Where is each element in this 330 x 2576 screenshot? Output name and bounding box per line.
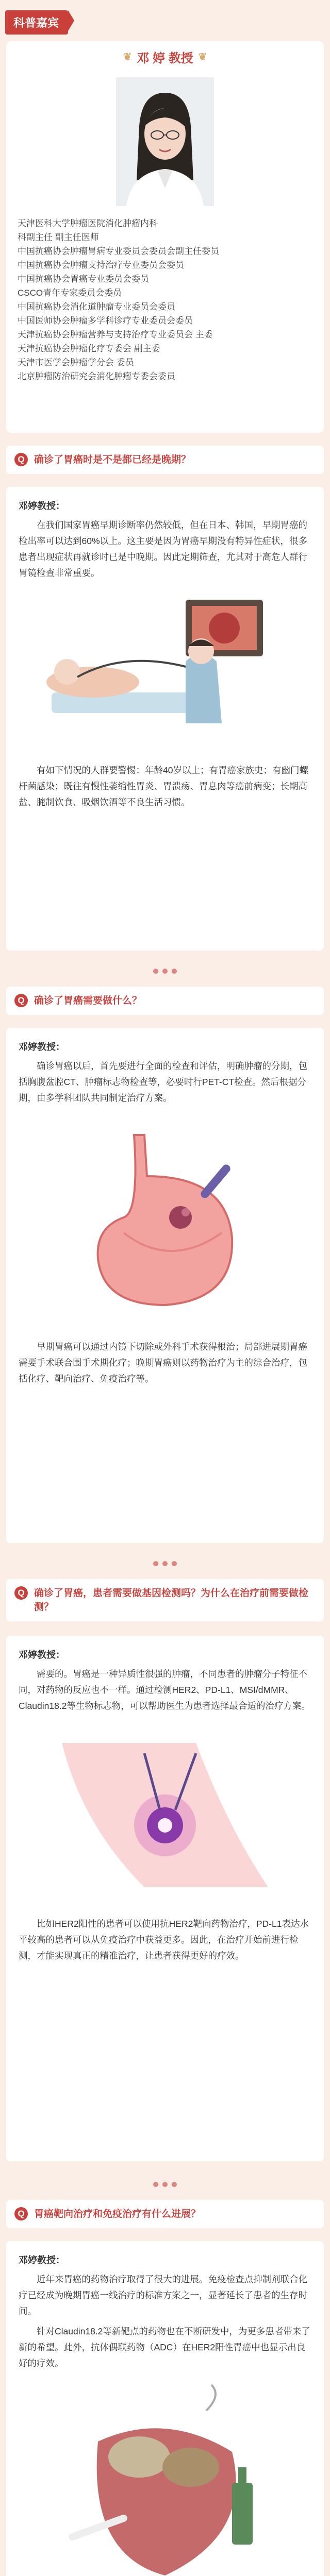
question-text: 胃癌靶向治疗和免疫治疗有什么进展？	[34, 2209, 201, 2219]
right-laurel-icon: ❦	[198, 51, 207, 63]
section-divider	[6, 963, 324, 979]
doctor-patient-illustration	[31, 589, 299, 754]
bio-line: 北京肿瘤防治研究会消化肿瘤专委会委员	[18, 371, 175, 381]
question-bar	[6, 1579, 324, 1621]
answer-speaker: 邓婷教授：	[19, 1650, 65, 1660]
answer-block	[6, 2241, 324, 2576]
portrait-illustration	[116, 77, 214, 206]
bio-line: 科副主任 副主任医师	[18, 232, 99, 242]
question-bar	[6, 2200, 324, 2228]
bio-line: 中国抗癌协会胃癌专业委员会委员	[18, 274, 149, 284]
section-divider	[6, 1556, 324, 1571]
stomach-illustration	[57, 1114, 273, 1331]
answer-paragraph: 在我们国家胃癌早期诊断率仍然较低，但在日本、韩国，早期胃癌的检出率可以达到60%以上。这主要是因为胃癌早期没有特异性症状，很多患者出现症状再就诊时已是中晚期。因此定期筛查，尤其对于高危人群行胃镜检查非常重要。	[19, 520, 308, 578]
answer-paragraph: 早期胃癌可以通过内镜下切除或外科手术获得根治；局部进展期胃癌需要手术联合围手术期化疗；晚期胃癌则以药物治疗为主的综合治疗，包括化疗、靶向治疗、免疫治疗等。	[19, 1342, 307, 1384]
answer-block	[6, 1636, 324, 2161]
endoscopy-illustration	[31, 589, 299, 754]
bio-line: 天津医科大学肿瘤医院消化肿瘤内科	[18, 218, 158, 228]
answer-paragraph: 确诊胃癌以后，首先要进行全面的检查和评估，明确肿瘤的分期，包括胸腹盆腔CT、肿瘤标志物检查等，必要时行PET-CT检查。然后根据分期，由多学科团队共同制定治疗方案。	[19, 1061, 307, 1103]
question-text: 确诊了胃癌，患者需要做基因检测吗？为什么在治疗前需要做检测？	[34, 1588, 309, 1613]
question-icon: Q	[14, 2207, 28, 2221]
question-text: 确诊了胃癌时是不是都已经是晚期？	[34, 454, 191, 465]
bio-line: 天津市医学会肿瘤学分会 委员	[18, 358, 134, 367]
bio-line: 中国医师协会肿瘤多学科诊疗专业委员会委员	[18, 316, 193, 326]
cell-targeting-graphic	[41, 1722, 289, 1908]
expert-portrait	[116, 77, 214, 206]
bio-line: CSCO青年专家委员会委员	[18, 288, 122, 298]
bio-line: 天津抗癌协会肿瘤化疗专委会 副主委	[18, 344, 160, 353]
expert-title-row	[6, 41, 324, 72]
left-laurel-icon: ❦	[123, 51, 132, 63]
answer-paragraph: 针对Claudin18.2等新靶点的药物也在不断研发中，为更多患者带来了新的希望。此外，抗体偶联药物（ADC）在HER2阳性胃癌中也显示出良好的疗效。	[19, 2326, 310, 2368]
expert-card	[6, 41, 324, 433]
lifestyle-illustration	[36, 2380, 294, 2576]
answer-block	[6, 1028, 324, 1543]
answer-paragraph: 比如HER2阳性的患者可以使用抗HER2靶向药物治疗，PD-L1表达水平较高的患者可以从免疫治疗中获益更多。因此，在治疗开始前进行检测，才能实现真正的精准治疗，让患者获得更好的疗效。	[19, 1919, 309, 1961]
answer-paragraph: 有如下情况的人群要警惕：年龄40岁以上；有胃癌家族史；有幽门螺杆菌感染；既往有慢性萎缩性胃炎、胃溃疡、胃息肉等癌前病变；长期高盐、腌制饮食、吸烟饮酒等不良生活习惯。	[19, 765, 308, 807]
header-band	[0, 0, 330, 41]
expert-bio	[6, 216, 324, 397]
question-text: 确诊了胃癌需要做什么？	[34, 995, 142, 1006]
question-icon: Q	[14, 1586, 28, 1600]
question-icon: Q	[14, 994, 28, 1007]
question-bar	[6, 446, 324, 474]
bio-line: 天津抗癌协会肿瘤营养与支持治疗专业委员会 主委	[18, 330, 213, 340]
targeted-therapy-illustration	[41, 1722, 289, 1908]
answer-block	[6, 487, 324, 951]
answer-paragraph: 近年来胃癌的药物治疗取得了很大的进展。免疫检查点抑制剂联合化疗已经成为晚期胃癌一线治疗的标准方案之一，显著延长了患者的生存时间。	[19, 2274, 307, 2316]
bio-line: 中国抗癌协会消化道肿瘤专业委员会委员	[18, 302, 175, 312]
bio-line: 中国抗癌协会肿瘤支持治疗专业委员会委员	[18, 260, 184, 270]
section-tag: 科普嘉宾	[5, 10, 68, 35]
question-icon: Q	[14, 453, 28, 466]
section-divider	[6, 2177, 324, 2192]
answer-paragraph: 需要的。胃癌是一种异质性很强的肿瘤，不同患者的肿瘤分子特征不同，对药物的反应也不一样。通过检测HER2、PD-L1、MSI/dMMR、Claudin18.2等生物标志物，可以帮助医生为患者选择最合适的治疗方案。	[19, 1669, 310, 1711]
bio-line: 中国抗癌协会肿瘤胃病专业委员会委员会副主任委员	[18, 246, 219, 256]
answer-speaker: 邓婷教授：	[19, 2255, 65, 2265]
answer-speaker: 邓婷教授：	[19, 501, 65, 511]
stomach-graphic	[57, 1114, 273, 1331]
smoking-drinking-graphic	[36, 2380, 294, 2576]
question-bar	[6, 987, 324, 1015]
expert-name: 邓 婷 教授	[137, 51, 193, 65]
answer-speaker: 邓婷教授：	[19, 1042, 65, 1052]
